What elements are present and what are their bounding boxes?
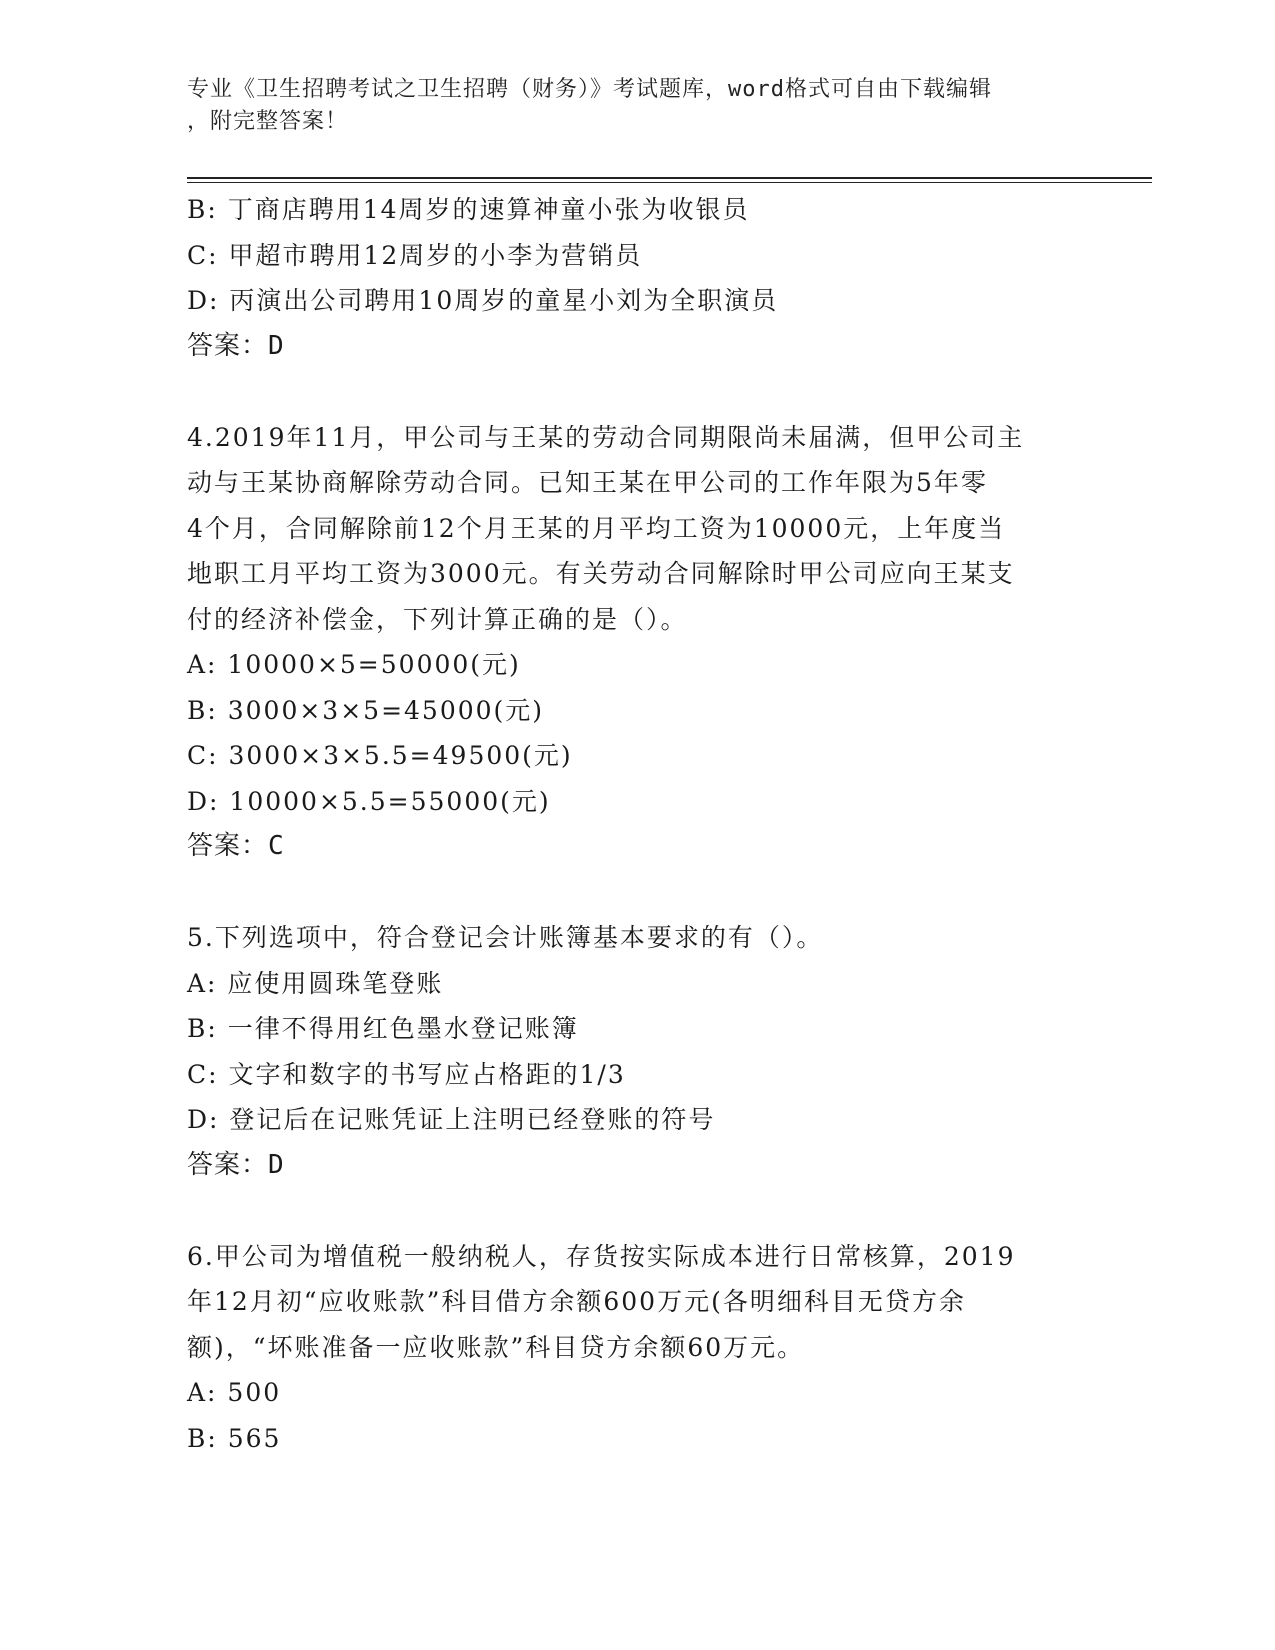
header-rule-thin (187, 182, 1152, 183)
q4-stem-line: 付的经济补偿金，下列计算正确的是（）。 (187, 604, 688, 634)
q4-stem-line: 动与王某协商解除劳动合同。已知王某在甲公司的工作年限为5年零 (187, 468, 988, 497)
q4-stem-line: 4.2019年11月，甲公司与王某的劳动合同期限尚未届满，但甲公司主 (187, 422, 1025, 452)
question-4 (187, 415, 1087, 870)
header-line-1: 专业《卫生招聘考试之卫生招聘（财务）》考试题库，word格式可自由下载编辑 (187, 77, 992, 102)
q3-option-c: C: 甲超市聘用12周岁的小李为营销员 (187, 240, 643, 270)
q6-stem-line: 额)，“坏账准备一应收账款”科目贷方余额60万元。 (187, 1332, 805, 1362)
q5-stem: 5.下列选项中，符合登记会计账簿基本要求的有（）。 (187, 923, 824, 952)
q4-option-a: A: 10000×5=50000(元) (187, 650, 521, 679)
spacer (187, 369, 1087, 415)
q5-option-c: C: 文字和数字的书写应占格距的1/3 (187, 1059, 626, 1089)
question-3 (187, 187, 1087, 369)
q6-stem-line: 6.甲公司为增值税一般纳税人，存货按实际成本进行日常核算，2019 (187, 1241, 1016, 1271)
q3-option-b: B: 丁商店聘用14周岁的速算神童小张为收银员 (187, 195, 750, 224)
header-line-2: ，附完整答案！ (187, 109, 349, 134)
question-5 (187, 915, 1087, 1188)
question-content (187, 187, 1087, 1461)
page-header (187, 74, 1087, 138)
q4-answer: 答案：C (187, 831, 285, 861)
q6-option-b: B: 565 (187, 1423, 282, 1453)
q4-option-c: C: 3000×3×5.5=49500(元) (187, 741, 573, 770)
q4-stem-line: 4个月，合同解除前12个月王某的月平均工资为10000元，上年度当 (187, 513, 1006, 543)
q3-answer: 答案：D (187, 330, 285, 361)
header-rule-thick (187, 177, 1152, 179)
spacer (187, 870, 1087, 916)
q3-option-d: D: 丙演出公司聘用10周岁的童星小刘为全职演员 (187, 286, 779, 315)
q5-answer: 答案：D (187, 1149, 285, 1180)
q6-option-a: A: 500 (187, 1378, 282, 1407)
q6-stem-line: 年12月初“应收账款”科目借方余额600万元(各明细科目无贷方余 (187, 1287, 966, 1316)
q4-stem-line: 地职工月平均工资为3000元。有关劳动合同解除时甲公司应向王某支 (187, 559, 1015, 588)
q4-option-d: D: 10000×5.5=55000(元) (187, 786, 551, 816)
q5-option-d: D: 登记后在记账凭证上注明已经登账的符号 (187, 1105, 716, 1134)
q4-option-b: B: 3000×3×5=45000(元) (187, 695, 545, 725)
question-6 (187, 1234, 1087, 1462)
q5-option-a: A: 应使用圆珠笔登账 (187, 968, 444, 998)
spacer (187, 1188, 1087, 1234)
q5-option-b: B: 一律不得用红色墨水登记账簿 (187, 1014, 579, 1043)
